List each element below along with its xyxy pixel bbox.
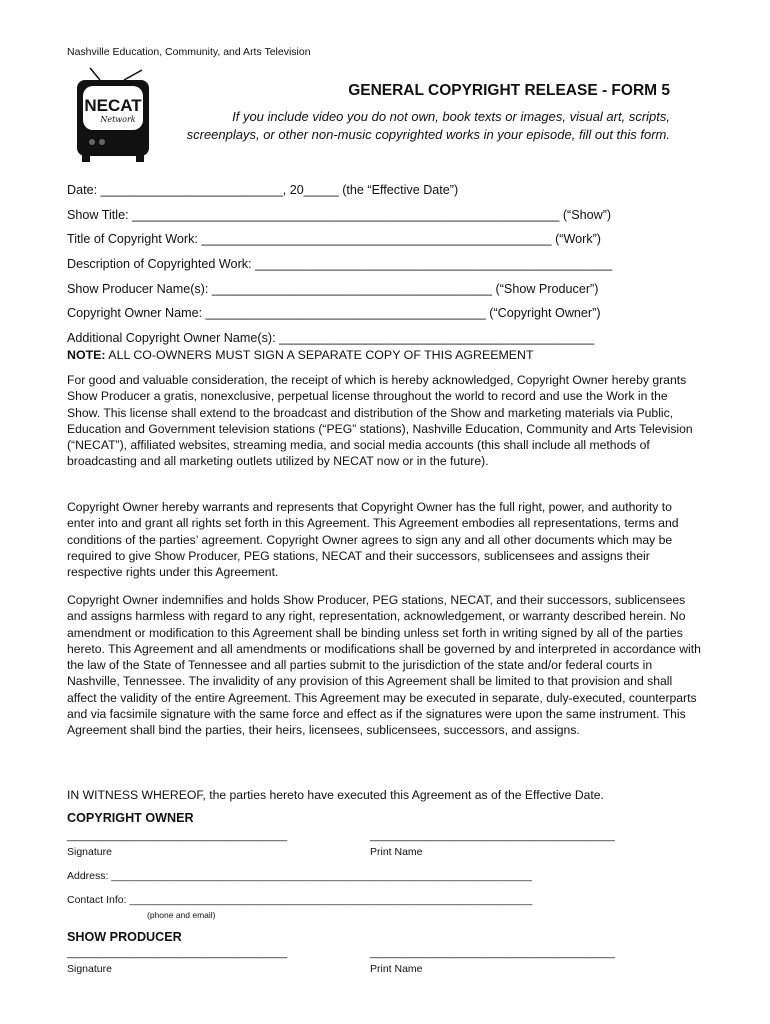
work-title-field[interactable]: Title of Copyright Work: __________________________________________________ (“Work”) bbox=[67, 232, 602, 246]
producer-name-field[interactable]: Show Producer Name(s): ________________________________________ (“Show Producer”) bbox=[67, 282, 599, 296]
license-paragraph: For good and valuable consideration, the receipt of which is hereby acknowledged, Copyright Owner hereby grants Show Producer a gratis, nonexclusive, perpetual license throughout the world to record and use the Work in the Show. This license shall extend to the broadcast and distribution of the Show and marketing materials via Public, Education and Government television stations (“PEG” stations), Nashville Education, Community and Arts Television (“NECAT”), affiliated websites, streaming media, and social media accounts (this shall include all methods of broadcasting and all marketing outlets utilized by NECAT now or in the future). bbox=[67, 373, 693, 469]
producer-print-name-line[interactable]: ________________________________________ bbox=[370, 947, 615, 959]
copyright-owner-heading: COPYRIGHT OWNER bbox=[67, 811, 194, 825]
note-label: NOTE: bbox=[67, 348, 106, 362]
svg-text:Network: Network bbox=[100, 115, 136, 124]
producer-signature-line[interactable]: ____________________________________ bbox=[67, 947, 288, 959]
show-producer-heading: SHOW PRODUCER bbox=[67, 930, 182, 944]
owner-contact-field[interactable]: Contact Info: _____________________________________________________________________ bbox=[67, 894, 533, 906]
owner-print-name-line[interactable]: ________________________________________ bbox=[370, 830, 615, 842]
necat-tv-logo bbox=[72, 66, 154, 166]
witness-paragraph: IN WITNESS WHEREOF, the parties hereto have executed this Agreement as of the Effective Date. bbox=[67, 788, 604, 802]
warranty-paragraph: Copyright Owner hereby warrants and represents that Copyright Owner has the full right, power, and authority to enter into and grant all rights set forth in this Agreement. This Agreement embodies all representations, terms and conditions of the parties’ agreement. Copyright Owner agrees to sign any and all other documents which may be required to give Show Producer, PEG stations, NECAT and their successors, sublicensees and assigns their respective rights under this Agreement. bbox=[67, 500, 679, 580]
contact-hint: (phone and email) bbox=[147, 910, 216, 920]
owner-name-field[interactable]: Copyright Owner Name: ________________________________________ (“Copyright Owner”) bbox=[67, 306, 601, 320]
note-text: ALL CO-OWNERS MUST SIGN A SEPARATE COPY OF THIS AGREEMENT bbox=[105, 348, 534, 362]
description-field[interactable]: Description of Copyrighted Work: ___________________________________________________ bbox=[67, 257, 613, 271]
indemnity-paragraph: Copyright Owner indemnifies and holds Show Producer, PEG stations, NECAT, and their successors, sublicensees and assigns harmless with regard to any right, representation, acknowledgement, or warranty described herein. No amendment or modification to this Agreement shall be binding unless set forth in writing signed by all of the parties hereto. This Agreement and all amendments or modifications shall be governed by and interpreted in accordance with the law of the State of Tennessee and all parties submit to the jurisdiction of the state and/or federal courts in Nashville, Tennessee. The invalidity of any provision of this Agreement shall be limited to that provision and shall affect the validity of the entire Agreement. This Agreement may be executed in separate, duly-executed, counterparts and via facsimile signature with the same force and effect as if the signatures were upon the same instrument. This Agreement shall bind the parties, their heirs, licensees, sublicensees, successors, and assigns. bbox=[67, 593, 701, 738]
svg-text:NECAT: NECAT bbox=[84, 96, 142, 115]
owner-signature-line[interactable]: ____________________________________ bbox=[67, 830, 288, 842]
owner-signature-label: Signature bbox=[67, 846, 112, 858]
show-title-field[interactable]: Show Title: _____________________________________________________________ (“Show”) bbox=[67, 208, 612, 222]
co-owner-note bbox=[67, 348, 534, 362]
producer-signature-label: Signature bbox=[67, 963, 112, 975]
date-field[interactable]: Date: __________________________, 20_____ (the “Effective Date”) bbox=[67, 183, 459, 197]
owner-address-field[interactable]: Address: ________________________________________________________________________ bbox=[67, 870, 532, 882]
additional-owner-field[interactable]: Additional Copyright Owner Name(s): _____________________________________________ bbox=[67, 331, 595, 345]
organization-name: Nashville Education, Community, and Arts Television bbox=[67, 46, 311, 58]
form-title: GENERAL COPYRIGHT RELEASE - FORM 5 bbox=[348, 82, 670, 99]
owner-print-name-label: Print Name bbox=[370, 846, 423, 858]
producer-print-name-label: Print Name bbox=[370, 963, 423, 975]
form-subtitle: If you include video you do not own, book texts or images, visual art, scripts, screenplays, or other non-music copyrighted works in your episode, fill out this form. bbox=[186, 109, 670, 142]
